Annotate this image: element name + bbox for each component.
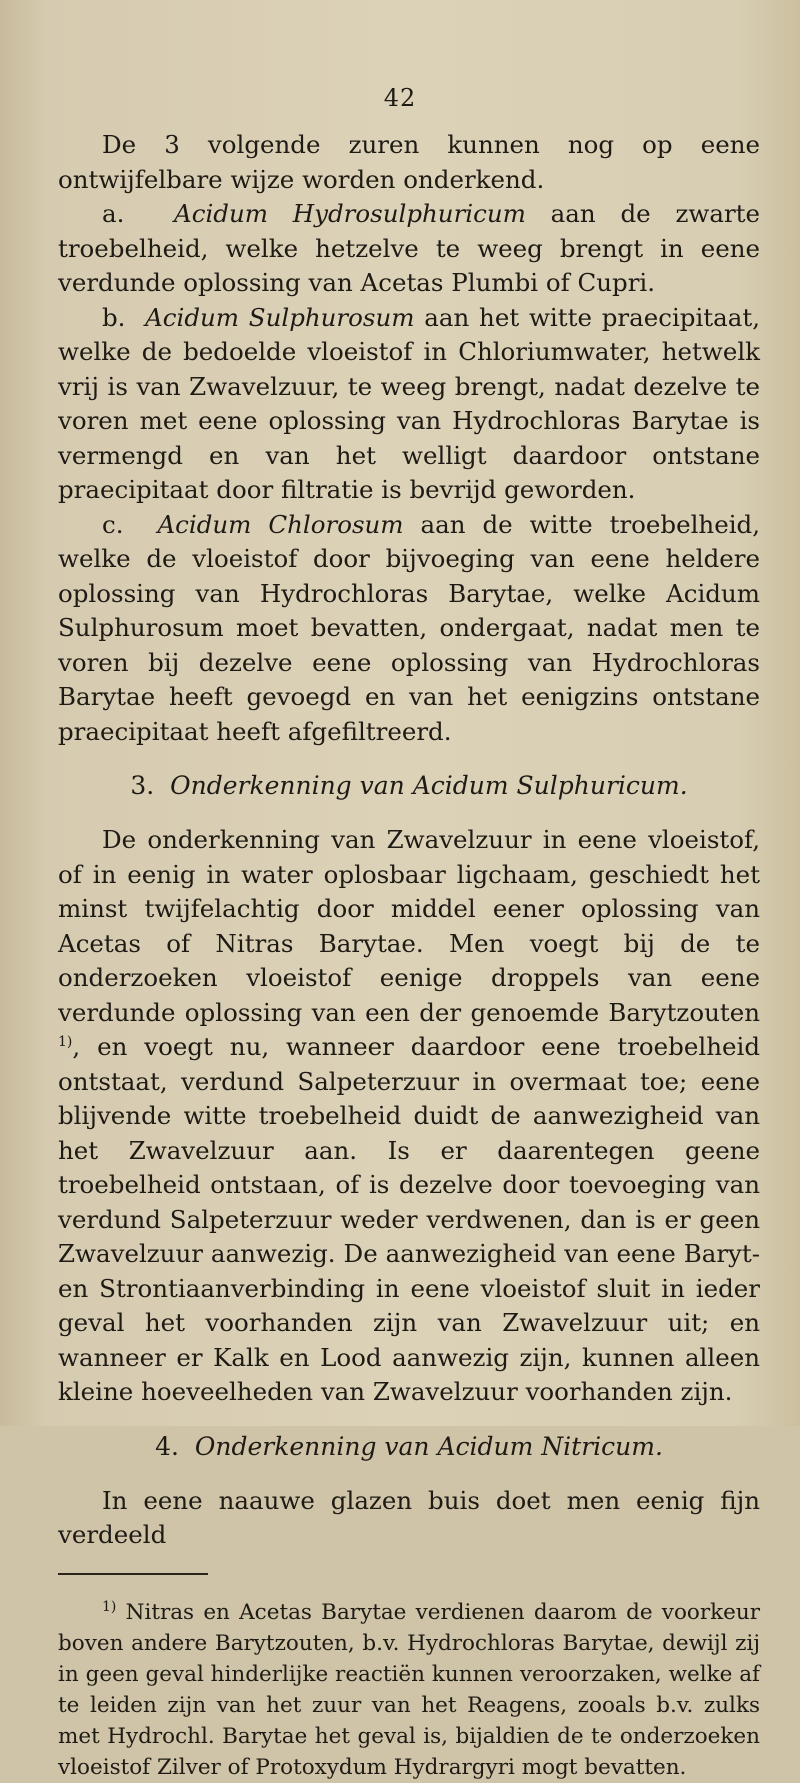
item-marker: b. <box>102 302 126 332</box>
section-number: 4. <box>155 1431 179 1461</box>
item-text: aan de witte troebelheid, welke de vloeistof door bijvoeging van eene heldere oplossing van Hydrochloras Barytae, welke Acidum Sulphurosum moet bevatten, ondergaat, nadat men te voren bij dezelve eene oplossing van Hydrochloras Barytae heeft gevoegd en van het eenigzins ontstane praecipitaat heeft afgefiltreerd. <box>58 509 761 746</box>
paragraph-text: De onderkenning van Zwavelzuur in eene vloeistof, of in eenig in water oplosbaar ligchaam, geschiedt het minst twijfelachtig door middel eener oplossing van Acetas of Nitras Barytae. Men voegt bij de te onderzoeken vloeistof eenige droppels van eene verdunde oplossing van een der genoemde Barytzouten <box>58 825 760 1027</box>
acid-name: Acidum Sulphurosum <box>145 302 415 332</box>
section-3-paragraph <box>58 823 760 1410</box>
list-item-a <box>58 197 760 301</box>
section-3-heading <box>58 769 760 803</box>
acid-name: Acidum Hydrosulphuricum <box>174 199 526 228</box>
footnote-text: Nitras en Acetas Barytae verdienen daarom de voorkeur boven andere Barytzouten, b.v. Hydrochloras Barytae, dewijl zij in geen geval hinderlijke reactiën kunnen veroorzaken, welke af te leiden zijn van het zuur van het Reagens, zooals b.v. zulks met Hydrochl. Barytae het geval is, bijaldien de te onderzoeken vloeistof Zilver of Protoxydum Hydrargyri mogt bevatten. <box>58 1599 760 1780</box>
acid-name: Acidum Chlorosum <box>157 509 404 539</box>
page-number: 42 <box>383 84 417 112</box>
section-title: Onderkenning van Acidum Sulphuricum. <box>170 771 688 800</box>
footnote <box>58 1597 760 1783</box>
list-item-b <box>58 301 760 508</box>
footnote-reference: 1) <box>58 1033 73 1050</box>
list-item-c <box>58 508 760 750</box>
section-title: Onderkenning van Acidum Nitricum. <box>194 1431 663 1461</box>
section-4-paragraph: In eene naauwe glazen buis doet men eenig fijn verdeeld <box>58 1485 760 1549</box>
item-text: aan de zwarte troebelheid, welke hetzelve te weeg brengt in eene verdunde oplossing van Acetas Plumbi of Cupri. <box>58 199 761 297</box>
section-number: 3. <box>130 771 155 800</box>
item-marker: a. <box>102 199 125 228</box>
footnote-divider <box>58 1573 208 1575</box>
body-text <box>58 128 760 1783</box>
footnote-marker: 1) <box>102 1598 117 1615</box>
paragraph-text: , en voegt nu, wanneer daardoor eene troebelheid ontstaat, verdund Salpeterzuur in overmaat toe; eene blijvende witte troebelheid duidt de aanwezigheid van het Zwavelzuur aan. Is er daarentegen geene troebelheid ontstaan, of is dezelve door toevoeging van verdund Salpeterzuur weder verdwenen, dan is er geen Zwavelzuur aanwezig. De aanwezigheid van eene Baryt- en Strontiaanverbinding in eene vloeistof sluit in ieder geval het voorhanden zijn van Zwavelzuur uit; en wanneer er Kalk en Lood aanwezig zijn, kunnen alleen kleine hoeveelheden van Zwavelzuur voorhanden zijn. <box>58 1032 760 1406</box>
item-text: aan het witte praecipitaat, welke de bedoelde vloeistof in Chloriumwater, hetwelk vrij is van Zwavelzuur, te weeg brengt, nadat dezelve te voren met eene oplossing van Hydrochloras Barytae is vermengd en van het welligt daardoor ontstane praecipitaat door filtratie is bevrijd geworden. <box>58 302 760 504</box>
intro-paragraph: De 3 volgende zuren kunnen nog op eene ontwijfelbare wijze worden onderkend. <box>58 130 760 194</box>
section-4-heading <box>58 1430 760 1464</box>
item-marker: c. <box>102 509 124 539</box>
